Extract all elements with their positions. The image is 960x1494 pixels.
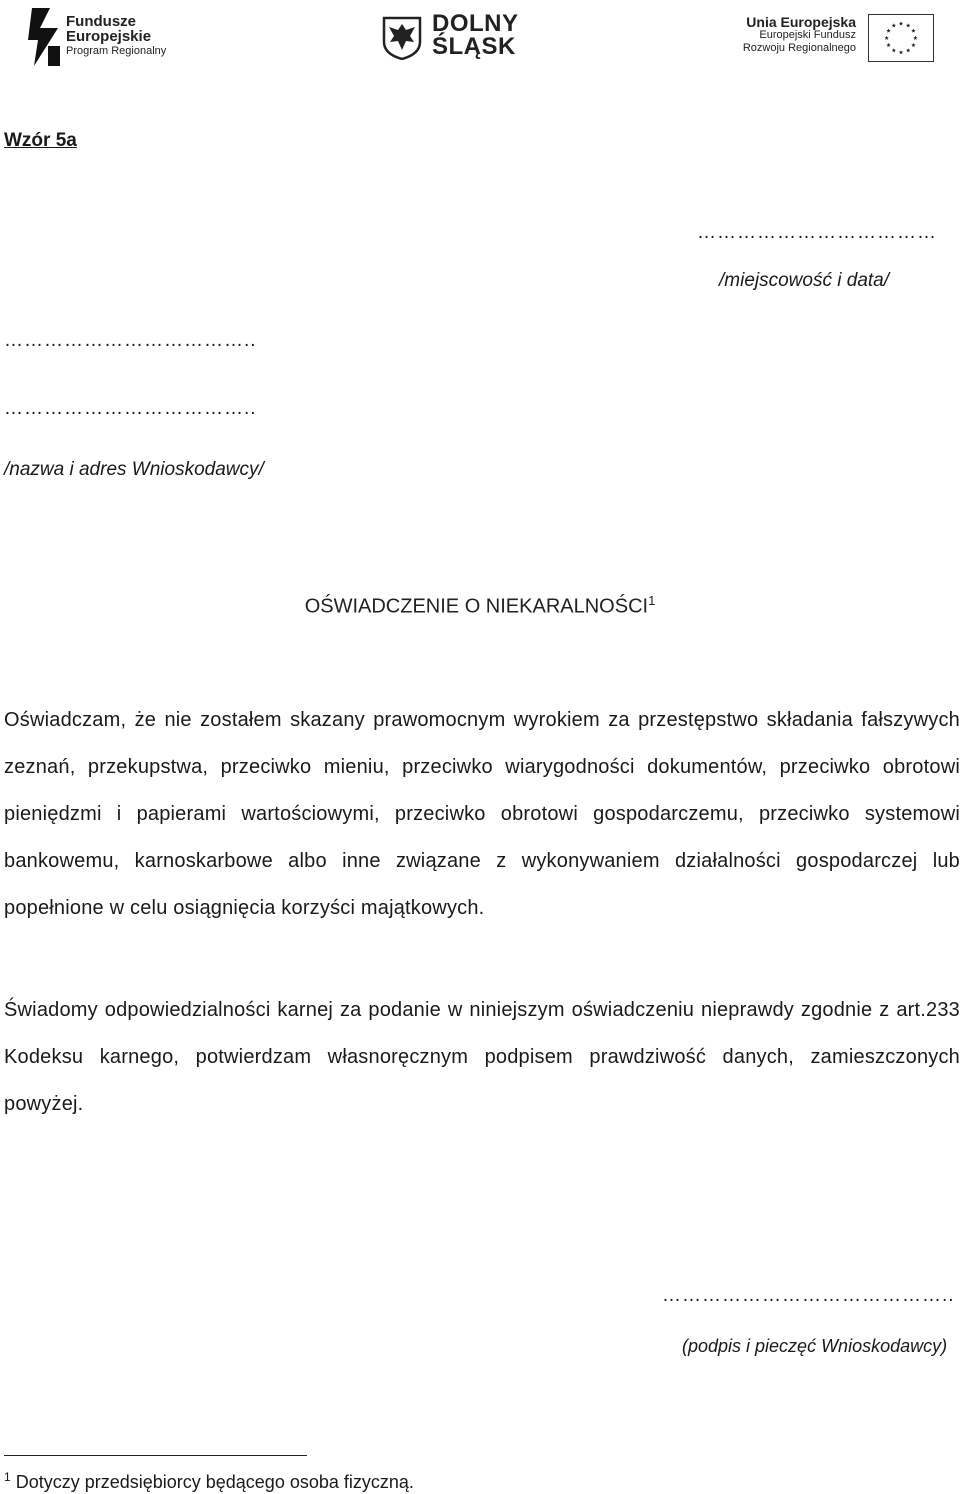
ue-logo-text [738, 16, 856, 55]
eu-star-icon [892, 48, 896, 52]
applicant-dots-line-1: ……………………………….. [4, 330, 257, 351]
fe-line2: Europejskie [66, 28, 152, 45]
applicant-dots-line-2: ……………………………….. [4, 398, 257, 419]
ds-line1: DOLNY [432, 10, 519, 37]
title-footnote-ref: 1 [648, 593, 656, 608]
eagle-crest-icon [382, 16, 422, 60]
eu-flag-icon [868, 14, 934, 62]
eu-star-icon [906, 48, 910, 52]
signature-label: (podpis i pieczęć Wnioskodawcy) [682, 1336, 948, 1356]
footnote-divider [4, 1455, 307, 1456]
paragraph-2: Świadomy odpowiedzialności karnej za podanie w niniejszym oświadczeniu nieprawdy zgodnie z art.233 Kodeksu karnego, potwierdzam własnoręcznym podpisem prawdziwość danych, zamieszczonych powyżej. [4, 999, 960, 1115]
applicant-label: /nazwa i adres Wnioskodawcy/ [4, 459, 264, 480]
ue-line2: Europejski Fundusz [759, 29, 856, 41]
eu-star-icon [913, 36, 917, 40]
eu-star-icon [884, 36, 888, 40]
signature-dots: …………………………………….. [662, 1285, 955, 1306]
logo-dolny-slask [382, 12, 527, 64]
eu-star-icon [886, 29, 890, 33]
logo-unia-europejska [738, 14, 938, 64]
eu-star-icon [911, 43, 915, 47]
fe-line3: Program Regionalny [66, 45, 167, 57]
footnote-number: 1 [4, 1470, 11, 1484]
footnote-text: Dotyczy przedsiębiorcy będącego osoba fizyczną. [10, 1472, 414, 1492]
ue-line1: Unia Europejska [746, 14, 856, 30]
place-date-label: /miejscowość i data/ [719, 270, 890, 291]
eu-star-icon [906, 23, 910, 27]
eu-star-icon [892, 23, 896, 27]
eu-star-icon [911, 29, 915, 33]
eu-star-icon [899, 50, 903, 54]
eu-star-icon [899, 21, 903, 25]
ds-logo-text [432, 12, 519, 58]
eu-star-icon [886, 43, 890, 47]
fe-logo-text [66, 14, 166, 59]
ds-line2: ŚLĄSK [432, 33, 516, 60]
ue-line3: Rozwoju Regionalnego [742, 42, 856, 54]
document-title [0, 593, 960, 619]
document-label: Wzór 5a [4, 130, 77, 151]
paragraph-1: Oświadczam, że nie zostałem skazany prawomocnym wyrokiem za przestępstwo składania fałszywych zeznań, przekupstwa, przeciwko mieniu, przeciwko wiarygodności dokumentów, przeciwko obrotowi pieniędzmi i papierami wartościowymi, przeciwko obrotowi gospodarczemu, przeciwko systemowi bankowemu, karnoskarbowe albo inne związane z wykonywaniem działalności gospodarczej lub popełnione w celu osiągnięcia korzyści majątkowych. [4, 709, 960, 919]
place-date-dots: ……………………………… [697, 222, 937, 243]
title-text: OŚWIADCZENIE O NIEKARALNOŚCI [304, 595, 649, 618]
logo-fundusze-europejskie [28, 4, 188, 70]
fe-line1: Fundusze [66, 13, 136, 30]
fundusze-europejskie-logo-icon [28, 6, 62, 68]
footnote [4, 1470, 414, 1493]
